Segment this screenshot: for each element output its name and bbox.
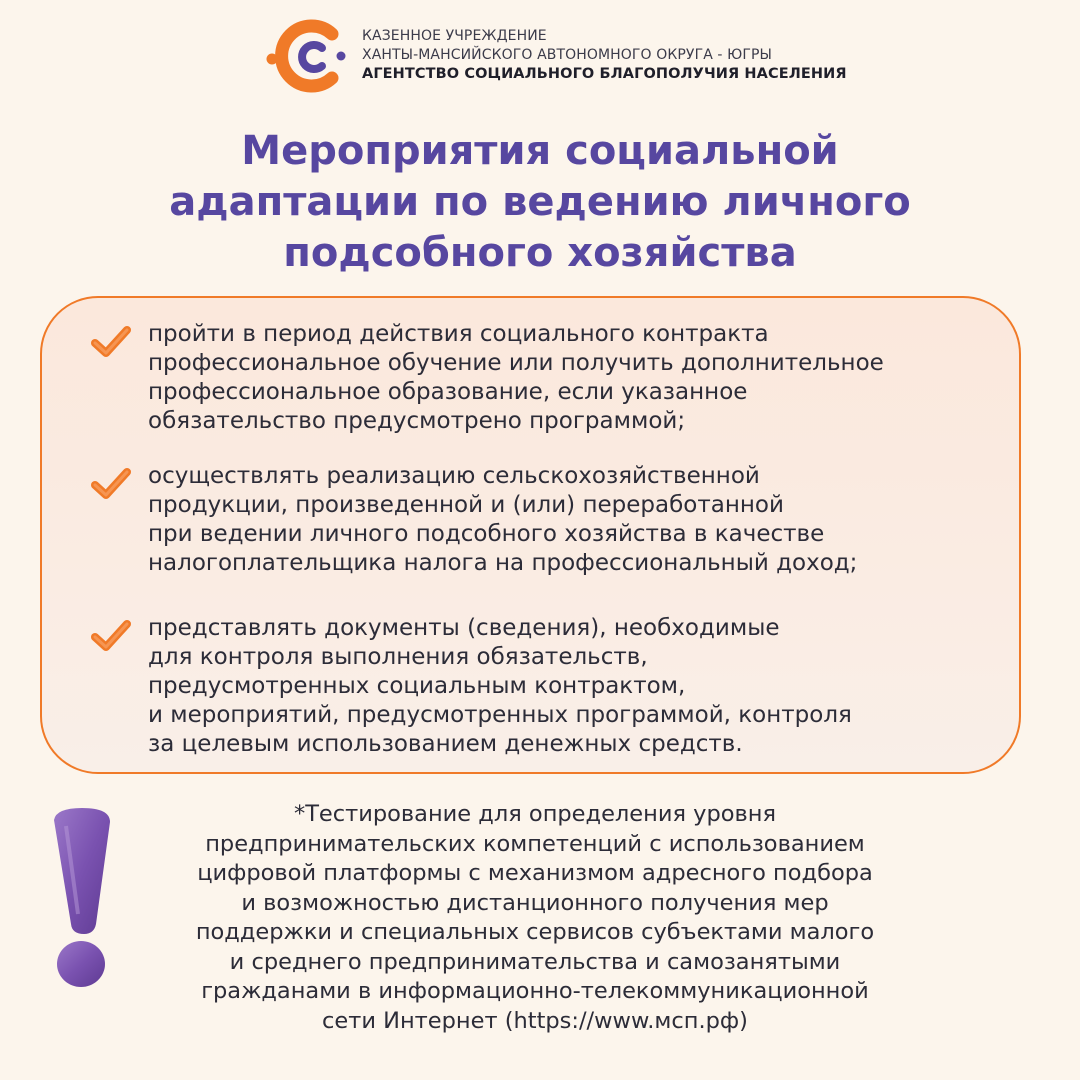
organization-name (362, 27, 847, 84)
org-line-type: КАЗЕННОЕ УЧРЕЖДЕНИЕ (362, 28, 547, 44)
footnote-line: и возможностью дистанционного получения мер (241, 889, 829, 916)
org-line-agency: АГЕНТСТВО СОЦИАЛЬНОГО БЛАГОПОЛУЧИЯ НАСЕЛЕНИЯ (362, 66, 847, 82)
list-item-text (148, 320, 884, 436)
text-line: обязательство предусмотрено программой; (148, 408, 686, 434)
text-line: пройти в период действия социального контракта (148, 321, 769, 347)
text-line: за целевым использованием денежных средств. (148, 731, 743, 757)
footnote-line: сети Интернет (https://www.мсп.рф) (322, 1007, 748, 1034)
title-line: адаптации по ведению личного (169, 179, 911, 225)
checkmark-icon (90, 466, 132, 502)
text-line: продукции, произведенной и (или) переработанной (148, 492, 784, 518)
agency-logo-icon (262, 16, 358, 96)
footnote-line: поддержки и специальных сервисов субъектами малого (195, 919, 875, 945)
checkmark-icon (90, 618, 132, 654)
footnote (110, 800, 960, 1036)
text-line: и мероприятий, предусмотренных программой, контроля (148, 702, 852, 728)
text-line: предусмотренных социальным контрактом, (148, 673, 686, 699)
text-line: для контроля выполнения обязательств, (148, 644, 648, 670)
checkmark-icon (90, 324, 132, 360)
text-line: при ведении личного подсобного хозяйства в качестве (148, 521, 825, 547)
text-line: представлять документы (сведения), необходимые (148, 615, 780, 641)
footnote-line: предпринимательских компетенций с использованием (205, 830, 865, 857)
list-item-text (148, 614, 852, 759)
footnote-line: цифровой платформы с механизмом адресного подбора (197, 860, 873, 886)
title-line: Мероприятия социальной (241, 128, 839, 174)
text-line: профессиональное образование, если указанное (148, 379, 748, 405)
text-line: осуществлять реализацию сельскохозяйственной (148, 463, 760, 489)
footnote-line: *Тестирование для определения уровня (293, 801, 777, 827)
footnote-line: и среднего предпринимательства и самозанятыми (229, 948, 841, 975)
exclamation-icon (44, 806, 120, 996)
org-line-region: ХАНТЫ-МАНСИЙСКОГО АВТОНОМНОГО ОКРУГА - ЮГРЫ (362, 47, 772, 63)
list-item-text (148, 462, 857, 578)
page-title (90, 126, 990, 279)
footnote-line: гражданами в информационно-телекоммуникационной (201, 978, 869, 1004)
title-line: подсобного хозяйства (283, 230, 797, 276)
text-line: налогоплательщика налога на профессиональный доход; (148, 550, 858, 576)
text-line: профессиональное обучение или получить дополнительное (148, 350, 884, 376)
